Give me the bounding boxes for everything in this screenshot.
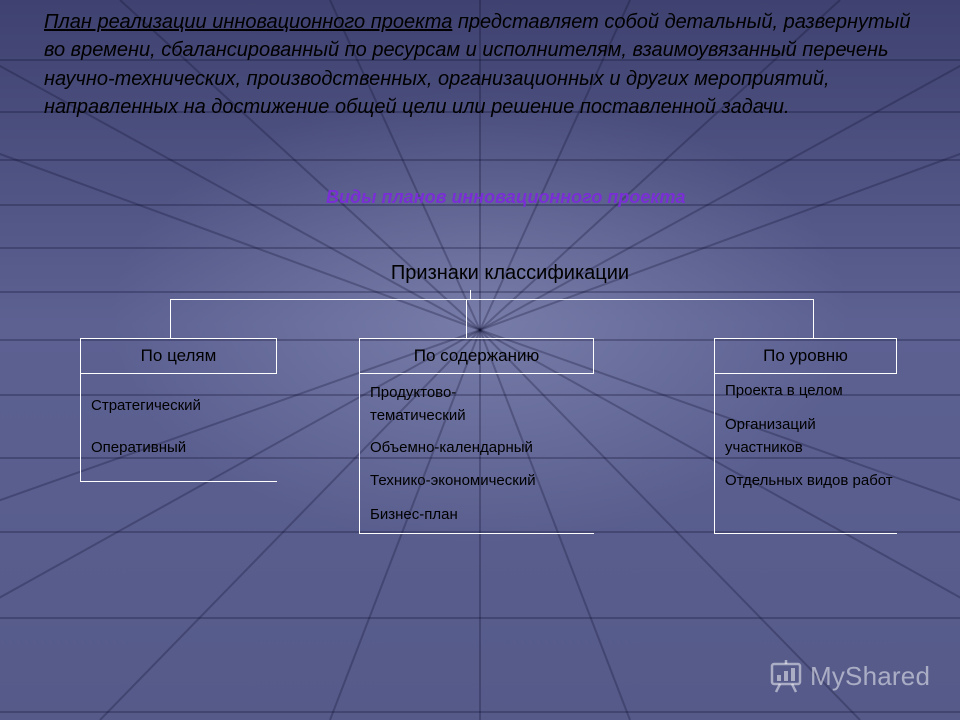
- classification-root: Признаки классификации: [390, 262, 630, 284]
- category-goals-items: [80, 374, 277, 482]
- list-item: Технико-экономический: [370, 472, 536, 489]
- intro-term: План реализации инновационного проекта: [44, 11, 453, 33]
- horizontal-connector-line: [170, 299, 814, 300]
- list-item: Оперативный: [91, 439, 187, 456]
- list-item: Объемно-календарный: [370, 439, 533, 456]
- watermark: [768, 656, 930, 696]
- list-item: Организаций участников: [725, 416, 816, 456]
- category-content-items: [359, 374, 594, 534]
- category-level: [714, 338, 897, 374]
- intro-paragraph: [44, 8, 924, 122]
- list-item: Стратегический: [91, 397, 201, 414]
- list-item: Бизнес-план: [370, 506, 458, 523]
- list-item: Проекта в целом: [725, 382, 843, 399]
- connector-middle-line: [466, 299, 467, 338]
- list-item: Продуктово-тематический: [370, 384, 466, 424]
- diagram-subtitle: Виды планов инновационного проекта: [326, 187, 686, 207]
- category-content-label: По содержанию: [413, 346, 540, 365]
- list-item: Отдельных видов работ: [725, 472, 893, 489]
- category-goals: [80, 338, 277, 374]
- category-level-items: [714, 374, 897, 534]
- category-goals-label: По целям: [140, 346, 217, 365]
- watermark-text: MyShared: [810, 660, 931, 691]
- category-level-label: По уровню: [763, 346, 848, 365]
- connector-right-line: [813, 299, 814, 338]
- intro-definition: представляет собой детальный, развернутый во времени, сбалансированный по ресурсам и исполнителям, взаимоувязанный перечень научно-технических, производственных, организационных и других мероприятий, направленных на достижение общей цели или решение поставленной задачи.: [44, 11, 911, 119]
- presentation-board-icon: [768, 658, 804, 694]
- connector-left-line: [170, 299, 171, 338]
- category-content: [359, 338, 594, 374]
